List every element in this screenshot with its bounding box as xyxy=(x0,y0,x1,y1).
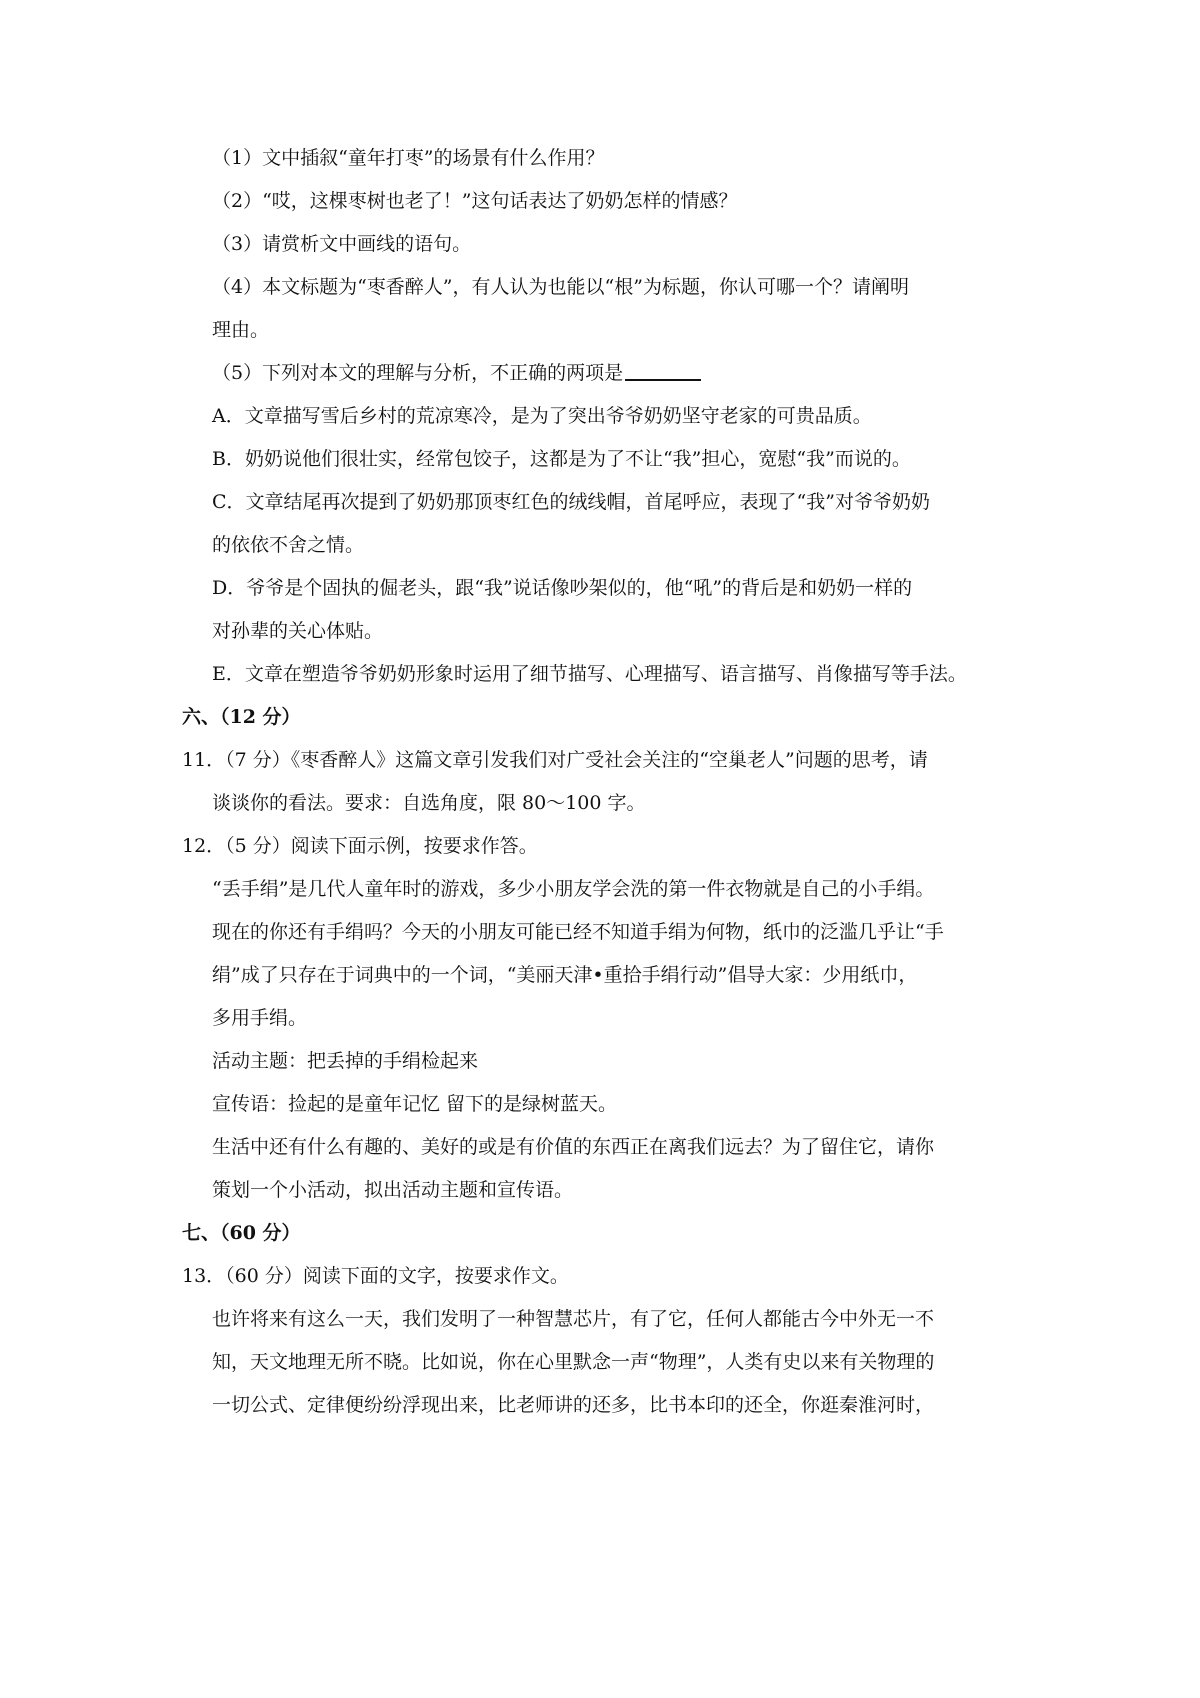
q13-paragraph-line2: 知，天文地理无所不晓。比如说，你在心里默念一声“物理”，人类有史以来有关物理的 xyxy=(212,1351,935,1373)
section-7-heading: 七、（60 分） xyxy=(182,1222,301,1244)
q10-subquestion-4-line2: 理由。 xyxy=(212,319,270,341)
q12-paragraph-line1: “丢手绢”是几代人童年时的游戏，多少小朋友学会洗的第一件衣物就是自己的小手绢。 xyxy=(212,878,935,900)
q10-option-d-line2: 对孙辈的关心体贴。 xyxy=(212,620,384,642)
q13-paragraph-line3: 一切公式、定律便纷纷浮现出来，比老师讲的还多，比书本印的还全，你逛秦淮河时， xyxy=(212,1394,935,1416)
q11-line2: 谈谈你的看法。要求：自选角度，限 80～100 字。 xyxy=(212,792,646,814)
q10-subquestion-2: （2）“哎，这棵枣树也老了！”这句话表达了奶奶怎样的情感？ xyxy=(212,190,738,212)
q12-paragraph-line2: 现在的你还有手绢吗？今天的小朋友可能已经不知道手绢为何物，纸巾的泛滥几乎让“手 xyxy=(212,921,944,943)
section-6-heading: 六、（12 分） xyxy=(182,706,301,728)
q10-option-d-line1: D．爷爷是个固执的倔老头，跟“我”说话像吵架似的，他“吼”的背后是和奶奶一样的 xyxy=(212,577,913,599)
q12-task-line1: 生活中还有什么有趣的、美好的或是有价值的东西正在离我们远去？为了留住它，请你 xyxy=(212,1136,935,1158)
q12-heading: 12．（5 分）阅读下面示例，按要求作答。 xyxy=(182,835,538,857)
q10-subquestion-5-text: （5）下列对本文的理解与分析，不正确的两项是 xyxy=(212,362,624,384)
q10-subquestion-5 xyxy=(212,358,701,388)
q10-subquestion-1: （1）文中插叙“童年打枣”的场景有什么作用？ xyxy=(212,147,605,169)
q12-paragraph-line4: 多用手绢。 xyxy=(212,1007,308,1029)
q12-task-line2: 策划一个小活动，拟出活动主题和宣传语。 xyxy=(212,1179,574,1201)
q11-line1: 11．（7 分）《枣香醉人》这篇文章引发我们对广受社会关注的“空巢老人”问题的思考，请 xyxy=(182,749,928,771)
q10-option-b: B．奶奶说他们很壮实，经常包饺子，这都是为了不让“我”担心，宽慰“我”而说的。 xyxy=(212,448,911,470)
q12-paragraph-line3: 绢”成了只存在于词典中的一个词，“美丽天津•重拾手绢行动”倡导大家：少用纸巾， xyxy=(212,964,918,986)
q12-slogan: 宣传语：捡起的是童年记忆 留下的是绿树蓝天。 xyxy=(212,1093,618,1115)
q10-subquestion-3: （3）请赏析文中画线的语句。 xyxy=(212,233,472,255)
q12-activity-theme: 活动主题：把丢掉的手绢检起来 xyxy=(212,1050,479,1072)
q10-subquestion-4-line1: （4）本文标题为“枣香醉人”，有人认为也能以“根”为标题，你认可哪一个？请阐明 xyxy=(212,276,909,298)
q10-option-c-line2: 的依依不舍之情。 xyxy=(212,534,365,556)
q10-option-a: A．文章描写雪后乡村的荒凉寒冷，是为了突出爷爷奶奶坚守老家的可贵品质。 xyxy=(212,405,872,427)
q10-option-c-line1: C．文章结尾再次提到了奶奶那顶枣红色的绒线帽，首尾呼应，表现了“我”对爷爷奶奶 xyxy=(212,491,930,513)
q13-paragraph-line1: 也许将来有这么一天，我们发明了一种智慧芯片，有了它，任何人都能古今中外无一不 xyxy=(212,1308,935,1330)
answer-blank xyxy=(625,359,701,381)
q10-option-e: E．文章在塑造爷爷奶奶形象时运用了细节描写、心理描写、语言描写、肖像描写等手法。 xyxy=(212,663,967,685)
q13-heading: 13．（60 分）阅读下面的文字，按要求作文。 xyxy=(182,1265,569,1287)
